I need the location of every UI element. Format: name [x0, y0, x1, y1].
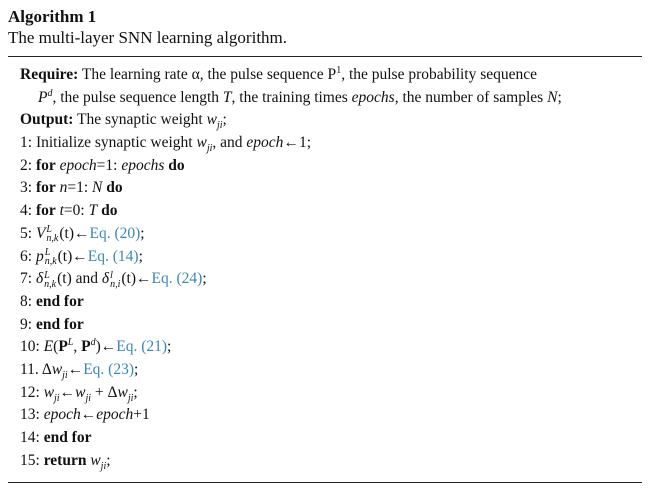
step-3-var: n — [59, 179, 68, 197]
step-7-eq-link[interactable]: Eq. (24) — [151, 270, 203, 288]
step-15-return: return — [43, 451, 87, 469]
step-11-tail: ; — [134, 360, 139, 378]
step-num: 13: — [20, 406, 40, 424]
step-7-indices — [44, 271, 56, 289]
step-12-sub2: ji — [85, 392, 91, 404]
step-2-epoch: epoch — [59, 156, 97, 174]
require-line-1 — [20, 64, 632, 87]
step-15-tail: ; — [106, 451, 111, 469]
step-10-eq-link[interactable]: Eq. (21) — [116, 338, 168, 356]
step-3-do: do — [106, 179, 123, 197]
output-sub: ji — [216, 120, 223, 132]
step-2 — [20, 155, 632, 178]
step-num: 2: — [20, 156, 33, 174]
step-6-sub: n,k — [44, 255, 57, 267]
output-line — [20, 109, 632, 132]
step-4-eq: =0: — [63, 202, 89, 220]
require-text-2b: , the training times — [231, 88, 352, 106]
step-1-epoch: epoch — [246, 134, 284, 152]
step-3-N: N — [92, 179, 103, 197]
step-5-var: V — [35, 224, 46, 242]
step-11-var: w — [51, 360, 63, 378]
algorithm-body — [20, 64, 632, 472]
step-5-eq-link[interactable]: Eq. (20) — [89, 224, 141, 242]
step-12-plus: + Δ — [91, 383, 118, 401]
require-text-2c: , the number of samples — [394, 88, 548, 106]
step-num: 1: — [20, 134, 33, 152]
step-14-end-for: end for — [43, 429, 92, 446]
step-4 — [20, 200, 632, 223]
step-7-indices-2 — [110, 271, 120, 289]
step-7-arg2: (t)← — [121, 270, 152, 288]
step-num: 7: — [20, 270, 33, 288]
step-2-eq: =1: — [96, 156, 122, 174]
step-8-end-for: end for — [35, 292, 84, 310]
require-text-1: The learning rate α, the pulse sequence P — [81, 66, 337, 83]
algorithm-title: The multi-layer SNN learning algorithm. — [8, 28, 288, 47]
step-10-P2: P — [81, 338, 91, 356]
step-10-P1: P — [58, 338, 68, 356]
step-10-tail: ; — [167, 338, 172, 356]
step-4-for: for — [35, 202, 56, 220]
step-12-arrow: ← — [59, 383, 76, 401]
step-num: 4: — [20, 202, 33, 220]
step-2-epochs: epochs — [121, 156, 165, 174]
step-7-var: δ — [35, 270, 44, 288]
step-1-mid: , and — [212, 134, 247, 152]
step-3 — [20, 177, 632, 200]
step-10 — [20, 336, 632, 359]
step-num: 5: — [20, 224, 33, 242]
step-11-eq-link[interactable]: Eq. (23) — [83, 360, 135, 378]
step-12-var: w — [43, 383, 55, 401]
algorithm-label: Algorithm 1 — [8, 7, 97, 26]
step-13-epoch2: epoch — [96, 406, 134, 424]
step-1-sub: ji — [206, 143, 213, 155]
output-var: w — [206, 111, 217, 129]
step-12-sub: ji — [54, 392, 60, 404]
step-10-sup1: L — [67, 337, 74, 349]
step-num: 11. — [20, 360, 39, 378]
step-9-end-for: end for — [35, 315, 84, 333]
step-5-sub: n,k — [46, 233, 59, 245]
require-text-2a: , the pulse sequence length — [52, 88, 223, 106]
step-15-var: w — [90, 451, 101, 469]
step-7-sub: n,k — [44, 278, 57, 290]
require-epochs: epochs — [351, 88, 395, 106]
step-12-var3: w — [117, 383, 128, 401]
step-4-var: t — [59, 202, 64, 220]
step-num: 14: — [20, 429, 40, 446]
step-6 — [20, 246, 632, 269]
output-text: The synaptic weight — [77, 111, 207, 129]
step-1-text: Initialize synaptic weight — [35, 134, 197, 152]
step-4-do: do — [101, 202, 118, 220]
step-14 — [20, 427, 632, 450]
step-6-sup: L — [44, 246, 51, 258]
step-15-sub: ji — [100, 460, 107, 472]
step-13-epoch: epoch — [43, 406, 81, 424]
require-text-1-tail: , the pulse probability sequence — [341, 66, 538, 83]
require-p: P — [38, 88, 48, 106]
require-T: T — [222, 88, 232, 106]
step-7-var2: δ — [101, 270, 110, 288]
output-tail: ; — [222, 111, 227, 129]
step-7-arg: (t) and — [57, 270, 102, 288]
step-7-tail: ; — [202, 270, 207, 288]
step-10-open: ( — [53, 338, 59, 356]
step-10-sup2: d — [90, 337, 96, 349]
step-1-var: w — [196, 134, 207, 152]
require-text-2d: ; — [557, 88, 562, 106]
step-7-sup: L — [44, 269, 50, 281]
step-7-sup2: l — [110, 269, 113, 281]
require-line-2 — [20, 87, 632, 110]
step-6-var: p — [35, 247, 44, 265]
step-6-indices — [45, 248, 57, 266]
step-5-indices — [46, 225, 58, 243]
step-num: 12: — [20, 383, 40, 401]
step-12-tail: ; — [133, 383, 138, 401]
output-keyword: Output: — [20, 111, 74, 129]
require-N: N — [547, 88, 558, 106]
step-11 — [20, 359, 632, 382]
step-4-T: T — [88, 202, 98, 220]
step-num: 6: — [20, 247, 33, 265]
step-2-do: do — [168, 156, 185, 174]
step-8 — [20, 291, 632, 314]
step-7 — [20, 268, 632, 291]
step-1-tail: ←1; — [283, 134, 311, 152]
step-13-arrow: ← — [80, 406, 97, 424]
step-6-eq-link[interactable]: Eq. (14) — [87, 247, 139, 265]
step-11-delta: Δ — [38, 360, 52, 378]
step-3-for: for — [35, 179, 56, 197]
require-sup-1: 1 — [336, 64, 342, 76]
step-10-comma: , — [73, 338, 82, 356]
require-keyword: Require: — [20, 66, 79, 83]
step-1 — [20, 132, 632, 155]
step-12-sub3: ji — [127, 392, 134, 404]
step-5-sup: L — [46, 224, 52, 236]
step-9 — [20, 314, 632, 337]
step-15 — [20, 450, 632, 473]
step-5-tail: ; — [140, 224, 145, 242]
step-2-for: for — [35, 156, 56, 174]
step-5-arg: (t)← — [59, 224, 90, 242]
step-num: 10: — [20, 338, 40, 356]
step-7-sub2: n,i — [110, 278, 121, 290]
top-rule — [8, 56, 642, 57]
step-6-tail: ; — [138, 247, 143, 265]
step-num: 9: — [20, 315, 33, 333]
step-12 — [20, 382, 632, 405]
step-10-close: )← — [95, 338, 117, 356]
algorithm-header — [8, 6, 644, 48]
step-13-tail: +1 — [133, 406, 150, 424]
step-11-sub: ji — [62, 370, 68, 382]
step-10-E: E — [43, 338, 54, 356]
step-13 — [20, 404, 632, 427]
step-12-var2: w — [75, 383, 86, 401]
step-num: 8: — [20, 292, 33, 310]
step-5 — [20, 223, 632, 246]
step-6-arg: (t)← — [57, 247, 88, 265]
require-p-sup: d — [47, 87, 53, 99]
step-11-arrow: ← — [67, 360, 84, 378]
bottom-rule — [8, 482, 642, 483]
step-num: 3: — [20, 179, 33, 197]
step-num: 15: — [20, 451, 40, 469]
step-3-eq: =1: — [67, 179, 93, 197]
